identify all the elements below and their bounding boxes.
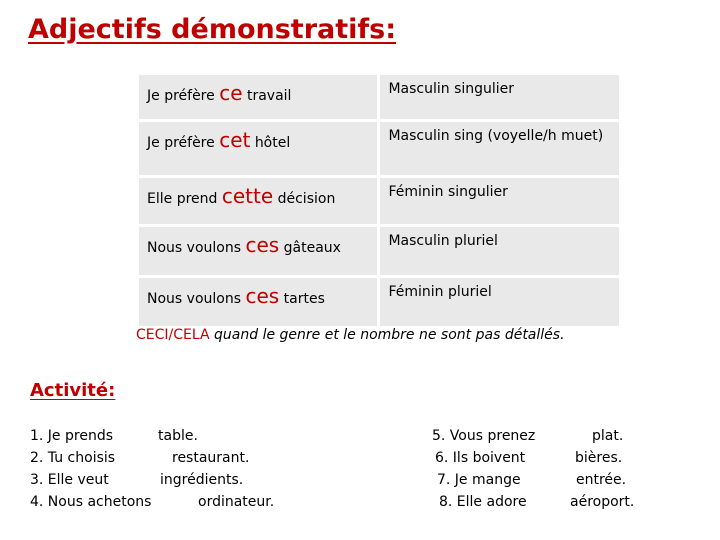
example-sentence xyxy=(139,75,377,119)
exercise-start: 7. Je mange xyxy=(437,472,521,488)
example-sentence xyxy=(139,122,377,175)
demonstrative-adjective: ces xyxy=(245,233,280,257)
demonstrative-adjective: cette xyxy=(221,184,274,208)
activity-title: Activité: xyxy=(30,380,116,401)
sentence-end: décision xyxy=(277,191,336,207)
example-sentence xyxy=(139,278,377,326)
exercise-start: 5. Vous prenez xyxy=(432,428,536,444)
demonstrative-adjective: ce xyxy=(219,81,243,105)
gender-number-label: Masculin sing (voyelle/h muet) xyxy=(377,122,619,175)
usage-note xyxy=(136,327,565,343)
page-title: Adjectifs démonstratifs: xyxy=(28,14,397,45)
sentence-start: Elle prend xyxy=(147,191,218,207)
exercise-end: bières. xyxy=(575,450,623,466)
exercise-end: aéroport. xyxy=(570,494,635,510)
exercise-end: entrée. xyxy=(576,472,627,488)
table-row xyxy=(139,75,619,119)
demonstrative-adjective: ces xyxy=(245,284,280,308)
gender-number-label: Féminin singulier xyxy=(377,178,619,224)
sentence-start: Nous voulons xyxy=(147,240,242,256)
exercise-start: 3. Elle veut xyxy=(30,472,109,488)
sentence-end: gâteaux xyxy=(283,240,341,256)
sentence-end: hôtel xyxy=(254,135,291,151)
table-row xyxy=(139,278,619,326)
exercise-start: 6. Ils boivent xyxy=(435,450,526,466)
exercise-start: 8. Elle adore xyxy=(439,494,527,510)
demonstrative-table xyxy=(139,72,619,329)
table-row xyxy=(139,227,619,275)
demonstrative-adjective: cet xyxy=(219,128,251,152)
example-sentence xyxy=(139,178,377,224)
table-row xyxy=(139,122,619,175)
exercise-end: ordinateur. xyxy=(198,494,275,510)
ceci-cela-label: CECI/CELA xyxy=(136,327,210,343)
exercise-start: 4. Nous achetons xyxy=(30,494,152,510)
gender-number-label: Masculin pluriel xyxy=(377,227,619,275)
gender-number-label: Masculin singulier xyxy=(377,75,619,119)
sentence-start: Je préfère xyxy=(147,88,215,104)
exercise-end: ingrédients. xyxy=(160,472,244,488)
table-row xyxy=(139,178,619,224)
exercise-end: table. xyxy=(158,428,198,444)
example-sentence xyxy=(139,227,377,275)
sentence-start: Nous voulons xyxy=(147,291,242,307)
usage-note-text: quand le genre et le nombre ne sont pas détallés. xyxy=(214,327,565,343)
gender-number-label: Féminin pluriel xyxy=(377,278,619,326)
exercise-end: plat. xyxy=(592,428,624,444)
sentence-start: Je préfère xyxy=(147,135,215,151)
exercise-start: 1. Je prends xyxy=(30,428,114,444)
exercise-start: 2. Tu choisis xyxy=(30,450,116,466)
sentence-end: tartes xyxy=(283,291,325,307)
exercise-end: restaurant. xyxy=(172,450,250,466)
sentence-end: travail xyxy=(246,88,292,104)
